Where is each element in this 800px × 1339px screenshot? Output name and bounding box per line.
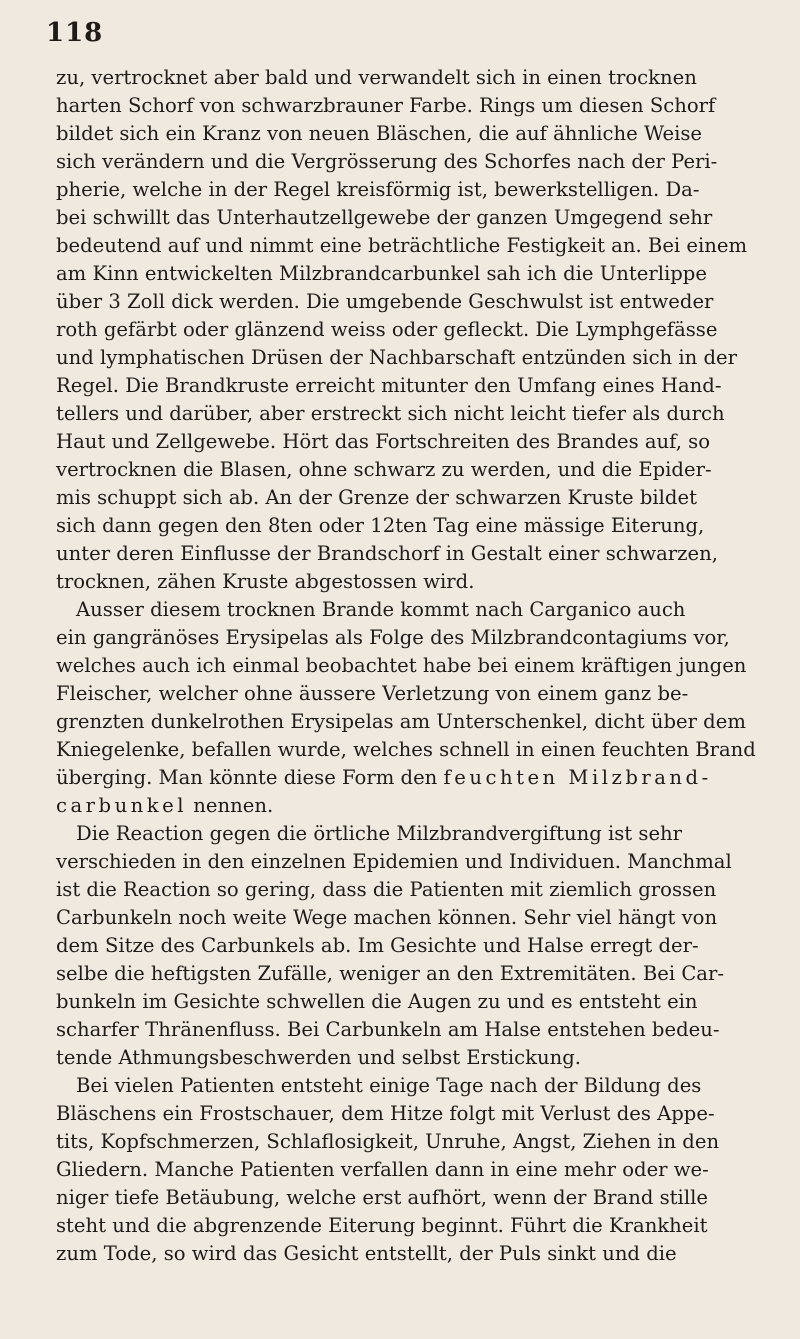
text-line: vertrocknen die Blasen, ohne schwarz zu werden, und die Epider- <box>56 458 712 481</box>
text-line: Kniegelenke, befallen wurde, welches schnell in einen feuchten Brand <box>56 738 756 761</box>
text-line: pherie, welche in der Regel kreisförmig ist, bewerkstelligen. Da- <box>56 178 700 201</box>
text-line: Regel. Die Brandkruste erreicht mitunter den Umfang eines Hand- <box>56 374 722 397</box>
text-line: selbe die heftigsten Zufälle, weniger an den Extremitäten. Bei Car- <box>56 962 724 985</box>
text-line <box>56 792 273 820</box>
text-line: niger tiefe Betäubung, welche erst aufhört, wenn der Brand stille <box>56 1186 708 1209</box>
text-line: steht und die abgrenzende Eiterung beginnt. Führt die Krankheit <box>56 1214 708 1237</box>
text-line: tende Athmungsbeschwerden und selbst Erstickung. <box>56 1046 582 1069</box>
text-line: zu, vertrocknet aber bald und verwandelt sich in einen trocknen <box>56 66 697 89</box>
text-line: tits, Kopfschmerzen, Schlaflosigkeit, Unruhe, Angst, Ziehen in den <box>56 1130 720 1153</box>
text-line: sich dann gegen den 8ten oder 12ten Tag eine mässige Eiterung, <box>56 514 705 537</box>
text-line: zum Tode, so wird das Gesicht entstellt, der Puls sinkt und die <box>56 1242 677 1265</box>
text-line: mis schuppt sich ab. An der Grenze der schwarzen Kruste bildet <box>56 486 697 509</box>
text-line: sich verändern und die Vergrösserung des Schorfes nach der Peri- <box>56 150 718 173</box>
text-line: über 3 Zoll dick werden. Die umgebende Geschwulst ist entweder <box>56 290 714 313</box>
text-line: dem Sitze des Carbunkels ab. Im Gesichte und Halse erregt der- <box>56 934 699 957</box>
text-line: unter deren Einflusse der Brandschorf in Gestalt einer schwarzen, <box>56 542 718 565</box>
text-line: roth gefärbt oder glänzend weiss oder gefleckt. Die Lymphgefässe <box>56 318 718 341</box>
text-line: bedeutend auf und nimmt eine beträchtliche Festigkeit an. Bei einem <box>56 234 748 257</box>
text-line: bildet sich ein Kranz von neuen Bläschen, die auf ähnliche Weise <box>56 122 703 145</box>
page-number: 118 <box>46 18 104 48</box>
text-line: trocknen, zähen Kruste abgestossen wird. <box>56 570 475 593</box>
text-line <box>56 764 712 792</box>
text-line: bunkeln im Gesichte schwellen die Augen zu und es entsteht ein <box>56 990 698 1013</box>
emphasized-term: feuchten Milzbrand- <box>443 766 712 789</box>
text-line: Haut und Zellgewebe. Hört das Fortschreiten des Brandes auf, so <box>56 430 711 453</box>
paragraph-start-line: Bei vielen Patienten entsteht einige Tage nach der Bildung des <box>76 1074 702 1097</box>
text-line: Carbunkeln noch weite Wege machen können. Sehr viel hängt von <box>56 906 718 929</box>
text-line: ein gangränöses Erysipelas als Folge des Milzbrandcontagiums vor, <box>56 626 730 649</box>
text-line: tellers und darüber, aber erstreckt sich nicht leicht tiefer als durch <box>56 402 725 425</box>
paragraph-start-line: Ausser diesem trocknen Brande kommt nach Carganico auch <box>76 598 686 621</box>
text-line: ist die Reaction so gering, dass die Patienten mit ziemlich grossen <box>56 878 717 901</box>
text-line: scharfer Thränenfluss. Bei Carbunkeln am Halse entstehen bedeu- <box>56 1018 720 1041</box>
text-line: Fleischer, welcher ohne äussere Verletzung von einem ganz be- <box>56 682 689 705</box>
text-line: verschieden in den einzelnen Epidemien und Individuen. Manchmal <box>56 850 732 873</box>
text-line: grenzten dunkelrothen Erysipelas am Unterschenkel, dicht über dem <box>56 710 746 733</box>
text-line: am Kinn entwickelten Milzbrandcarbunkel sah ich die Unterlippe <box>56 262 707 285</box>
text-line: Bläschens ein Frostschauer, dem Hitze folgt mit Verlust des Appe- <box>56 1102 715 1125</box>
text-line: Gliedern. Manche Patienten verfallen dann in eine mehr oder we- <box>56 1158 709 1181</box>
emphasized-term: carbunkel <box>56 794 188 817</box>
text-line: bei schwillt das Unterhautzellgewebe der ganzen Umgegend sehr <box>56 206 713 229</box>
paragraph-start-line: Die Reaction gegen die örtliche Milzbrandvergiftung ist sehr <box>76 822 683 845</box>
text-line: harten Schorf von schwarzbrauner Farbe. Rings um diesen Schorf <box>56 94 716 117</box>
text-line: welches auch ich einmal beobachtet habe bei einem kräftigen jungen <box>56 654 747 677</box>
text-segment: nennen. <box>193 794 274 817</box>
text-line: und lymphatischen Drüsen der Nachbarschaft entzünden sich in der <box>56 346 738 369</box>
text-segment: überging. Man könnte diese Form den <box>56 766 438 789</box>
